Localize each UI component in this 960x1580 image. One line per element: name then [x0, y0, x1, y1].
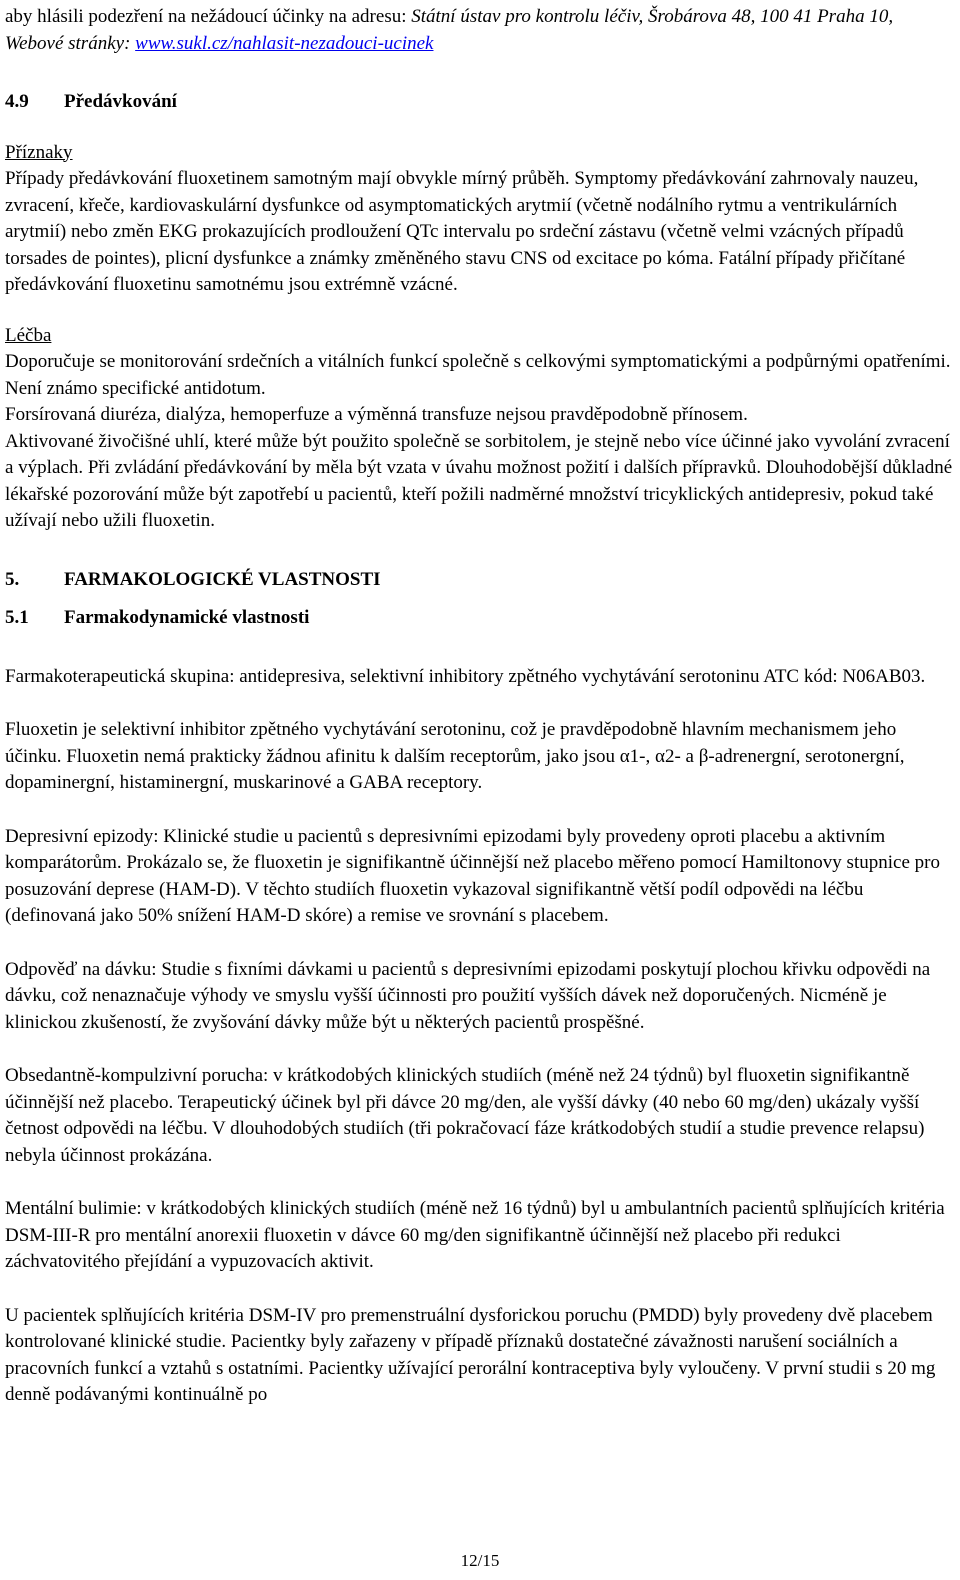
- section-number: 4.9: [5, 91, 29, 112]
- pharmacotherapeutic-group-paragraph: Farmakoterapeutická skupina: antidepresiva, selektivní inhibitory zpětného vychytávání serotoninu ATC kód: N06AB03.: [5, 665, 926, 687]
- page-number: 12/15: [460, 1551, 500, 1570]
- section-title: Předávkování: [64, 91, 177, 112]
- section-5-1-heading: [5, 605, 953, 632]
- section-number: 5.: [5, 568, 20, 590]
- treatment-paragraph-1: Doporučuje se monitorování srdečních a vitálních funkcí společně s celkovými symptomatickými a podpůrnými opatřeními. Není známo specifické antidotum.: [5, 351, 951, 399]
- section-number: 5.1: [5, 607, 29, 628]
- treatment-paragraph-3: Aktivované živočišné uhlí, které může být použito společně se sorbitolem, je stejně nebo více účinné jako vyvolání zvracení a výplach. Při zvládání předávkování by měla být vzata v úvahu možnost požití i dalších přípravků. Dlouhodobější důkladné lékařské pozorování může být zapotřebí u pacientů, kteří požili nadměrné množství tricyklických antidepresiv, pokud také užívají nebo užili fluoxetin.: [5, 430, 953, 531]
- section-title: Farmakodynamické vlastnosti: [64, 607, 310, 628]
- ocd-paragraph: Obsedantně-kompulzivní porucha: v krátkodobých klinických studiích (méně než 24 týdnů) byl fluoxetin signifikantně účinnější než placebo. Terapeutický účinek byl při dávce 20 mg/den, ale vyšší dávky (40 nebo 60 mg/den) ukázaly vyšší četnost odpovědi na léčbu. V dlouhodobých studiích (tři pokračovací fáze krátkodobých studií a studie prevence relapsu) nebyla účinnost prokázána.: [5, 1065, 925, 1166]
- depressive-episodes-paragraph: Depresivní epizody: Klinické studie u pacientů s depresivními epizodami byly provedeny oproti placebu a aktivním komparátorům. Prokázalo se, že fluoxetin je signifikantně účinnější než placebo měřeno pomocí Hamiltonovy stupnice pro posuzování deprese (HAM-D). V těchto studiích fluoxetin vykazoval signifikantně větší podíl odpovědi na léčbu (definovaná jako 50% snížení HAM-D skóre) a remise ve srovnání s placebem.: [5, 825, 940, 926]
- reporting-address: Státní ústav pro kontrolu léčiv, Šrobárova 48, 100 41 Praha 10, Webové stránky:: [5, 6, 894, 54]
- dose-response-paragraph: Odpověď na dávku: Studie s fixními dávkami u pacientů s depresivními epizodami poskytují plochou křivku odpovědi na dávku, což nenaznačuje výhody ve smyslu vyšší účinnosti pro použití vyšších dávek než doporučených. Nicméně je klinickou zkušeností, že zvyšování dávky může být u některých pacientů prospěšné.: [5, 958, 931, 1033]
- section-4-9-heading: [5, 89, 953, 116]
- pmdd-paragraph: U pacientek splňujících kritéria DSM-IV pro premenstruální dysforickou poruchu (PMDD) byly provedeny dvě placebem kontrolované klinické studie. Pacientky byly zařazeny v případě příznaků dostatečné závažnosti narušení sociálních a pracovních funkcí a vztahů s ostatními. Pacientky užívající perorální kontraceptiva byly vyloučeny. V první studii s 20 mg denně podávanými kontinuálně po: [5, 1304, 936, 1405]
- treatment-heading: Léčba: [5, 324, 52, 346]
- reporting-link[interactable]: www.sukl.cz/nahlasit-nezadouci-ucinek: [135, 32, 434, 54]
- reporting-lead: aby hlásili podezření na nežádoucí účinky na adresu:: [5, 6, 412, 27]
- bulimia-paragraph: Mentální bulimie: v krátkodobých klinických studiích (méně než 16 týdnů) byl u ambulantních pacientů splňujících kritéria DSM-III-R pro mentální anorexii fluoxetin v dávce 60 mg/den signifikantně účinnější než placebo při redukci záchvatovitého přejídání a vypuzovacích aktivit.: [5, 1198, 945, 1272]
- section-5-heading: [5, 567, 953, 594]
- document-page: [5, 4, 953, 1409]
- reporting-paragraph: [5, 4, 953, 57]
- mechanism-paragraph: Fluoxetin je selektivní inhibitor zpětného vychytávání serotoninu, což je pravděpodobně hlavním mechanismem jeho účinku. Fluoxetin nemá prakticky žádnou afinitu k dalším receptorům, jako jsou α1-, α2- a β-adrenergní, serotonergní, dopaminergní, histaminergní, muskarinové a GABA receptory.: [5, 719, 905, 793]
- symptoms-heading: Příznaky: [5, 141, 73, 163]
- treatment-paragraph-2: Forsírovaná diuréza, dialýza, hemoperfuze a výměnná transfuze nejsou pravděpodobně přínosem.: [5, 404, 748, 425]
- section-title: FARMAKOLOGICKÉ VLASTNOSTI: [64, 568, 381, 590]
- symptoms-paragraph: Případy předávkování fluoxetinem samotným mají obvykle mírný průběh. Symptomy předávkování zahrnovaly nauzeu, zvracení, křeče, kardiovaskulární dysfunkce od asymptomatických arytmií (včetně nodálního rytmu a ventrikulárních arytmií) nebo změn EKG prokazujících prodloužení QTc intervalu po srdeční zástavu (včetně velmi vzácných případů torsades de pointes), plicní dysfunkce a známky změněného stavu CNS od excitace po kóma. Fatální případy přičítané předávkování fluoxetinu samotnému jsou extrémně vzácné.: [5, 168, 919, 295]
